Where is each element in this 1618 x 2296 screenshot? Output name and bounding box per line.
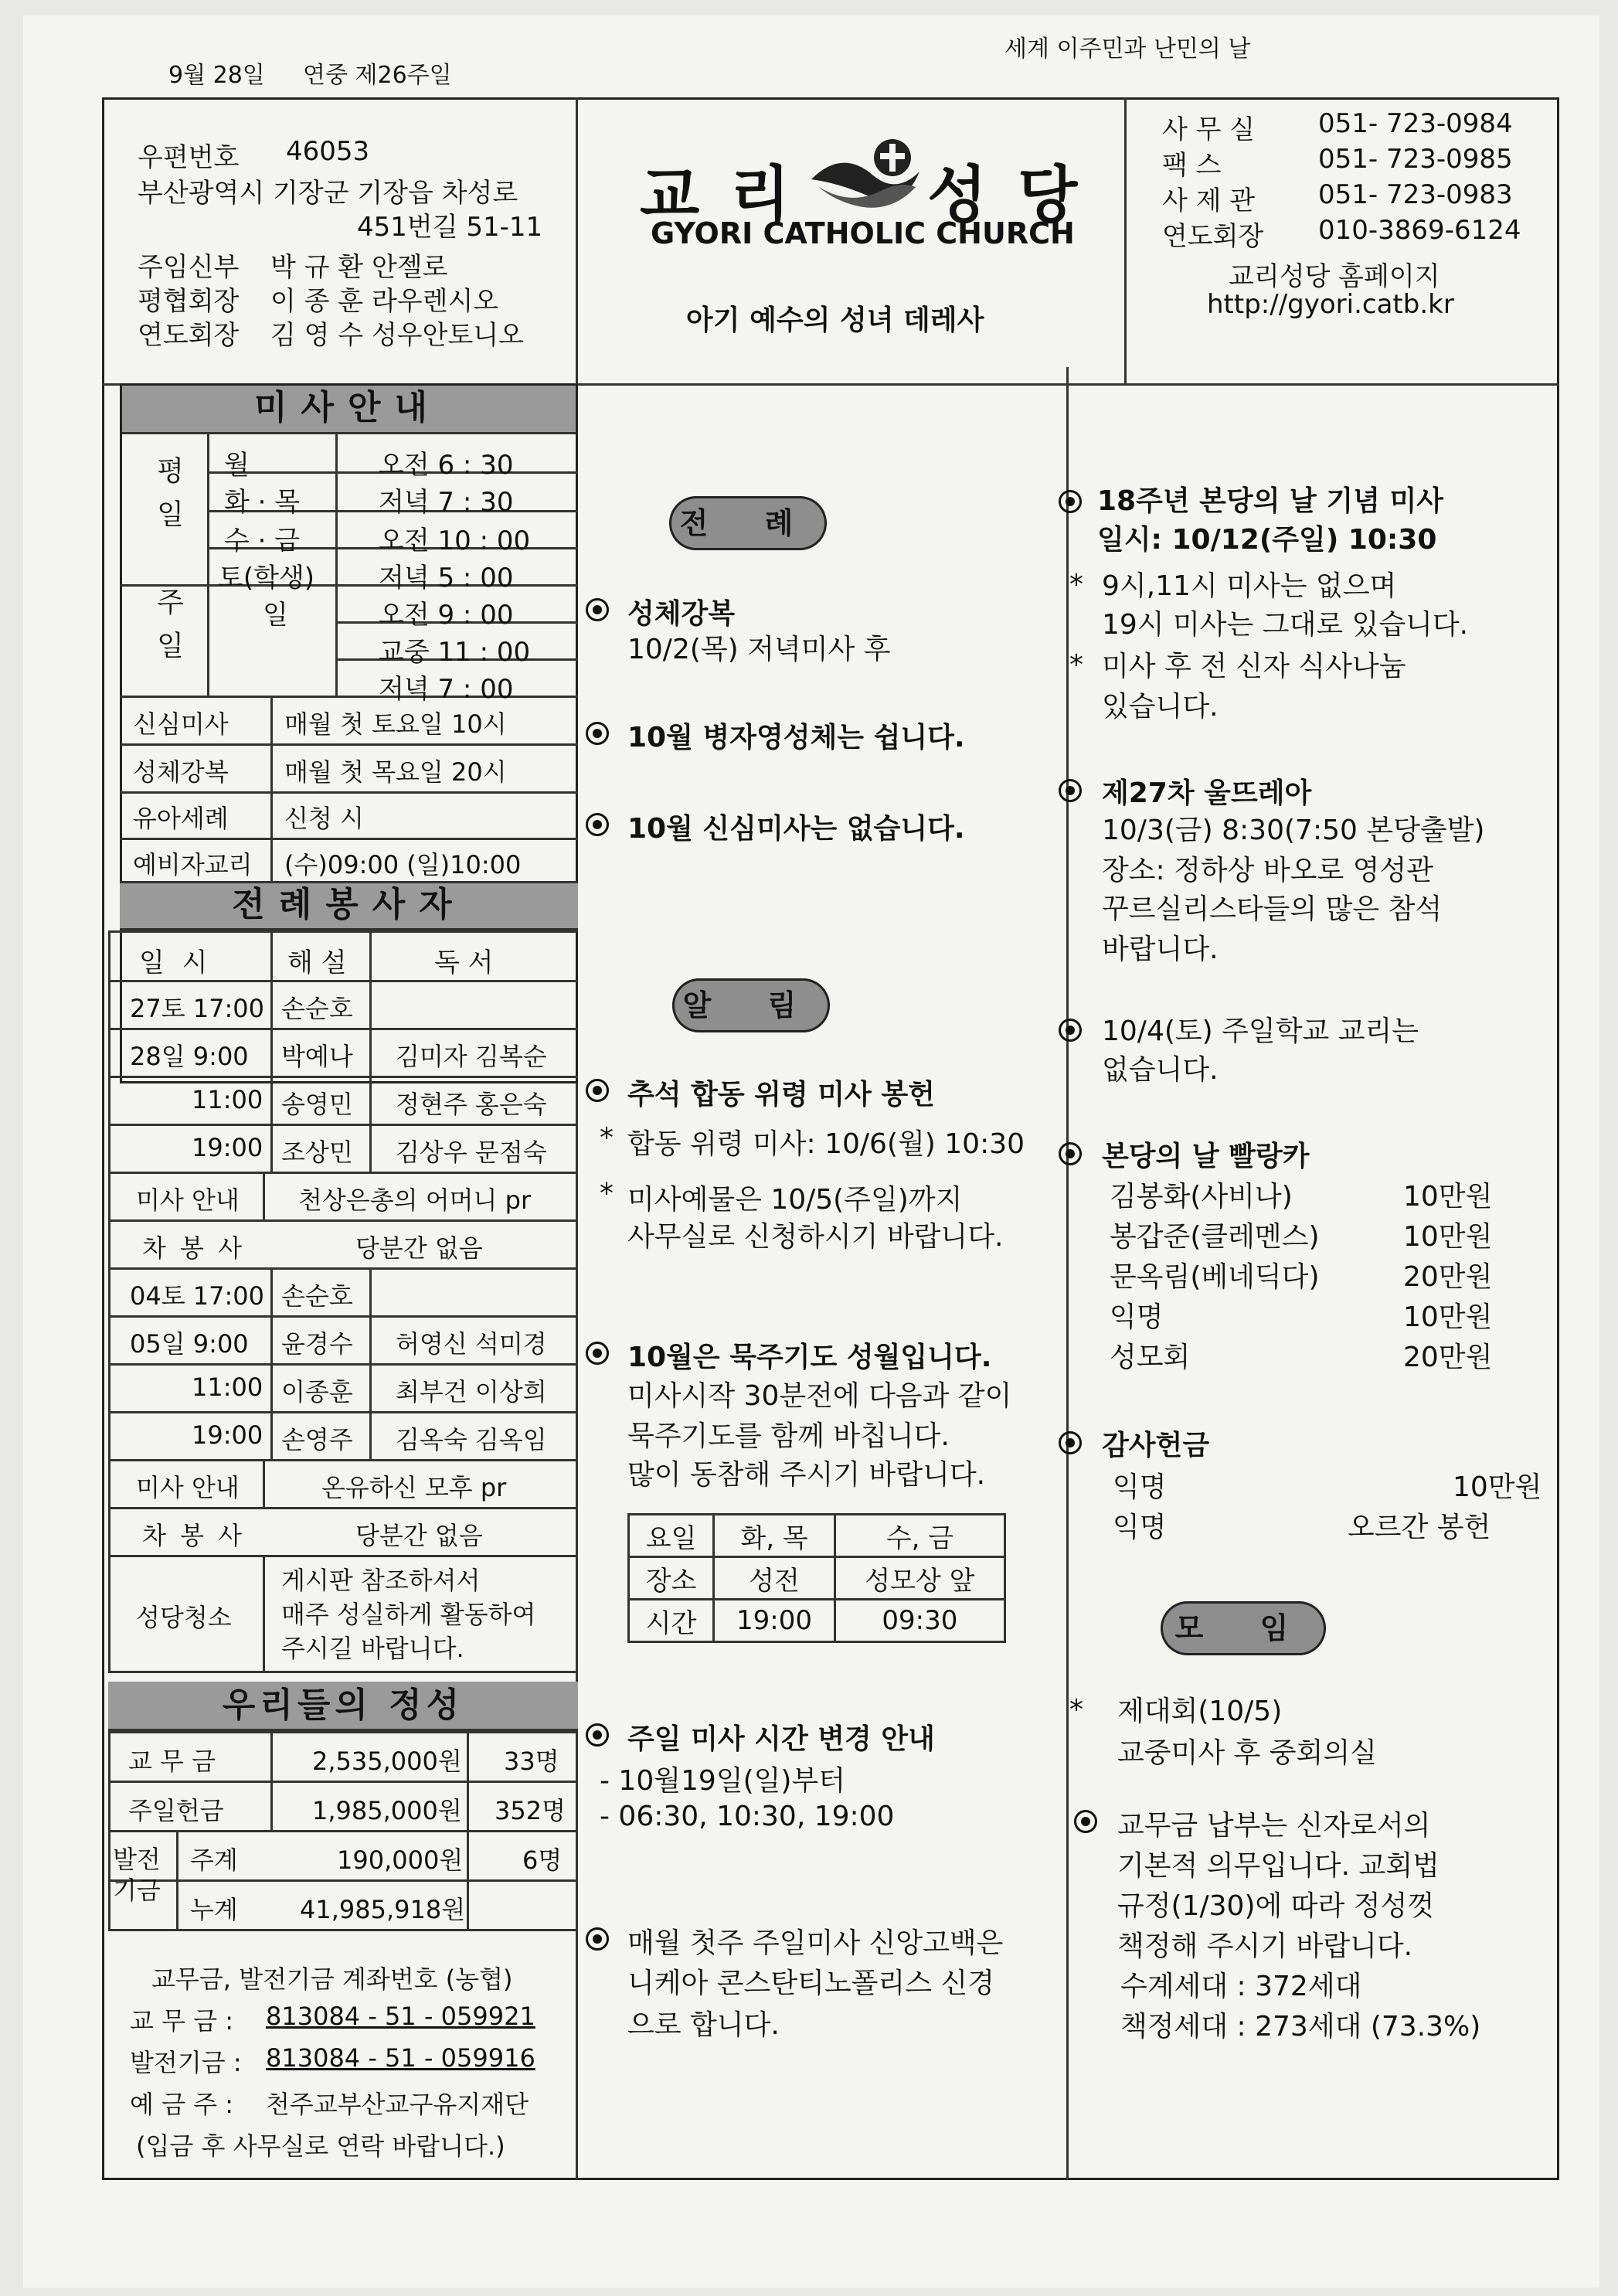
dev-fund-row-label: 주계 <box>190 1845 238 1875</box>
sunday-label: 주일 <box>152 587 184 674</box>
row-line <box>108 1555 578 1557</box>
col-line <box>270 1267 273 1459</box>
bullet-icon <box>1074 1810 1097 1833</box>
extra-label: 신심미사 <box>133 709 229 739</box>
bullet-icon <box>586 1723 609 1747</box>
extra-label: 유아세례 <box>133 804 229 833</box>
cleaning-line3: 주시길 바랍니다. <box>281 1634 464 1663</box>
ultreya-title: 제27차 울뜨레아 <box>1102 777 1312 809</box>
mass-time: 오전 9 : 00 <box>379 600 514 631</box>
anniversary-note4: 있습니다. <box>1102 691 1219 723</box>
church-logo-icon <box>804 133 927 218</box>
thanks-name: 익명 <box>1113 1471 1167 1503</box>
row-line <box>108 1731 578 1733</box>
row-line <box>108 1172 578 1174</box>
rectory-label: 사 제 관 <box>1162 185 1256 216</box>
mass-day: 월 <box>224 450 250 481</box>
palanca-name: 김봉화(사비나) <box>1110 1181 1293 1213</box>
adoration-title: 성체강복 <box>627 598 736 630</box>
kyomu-account-number: 813084 - 51 - 059921 <box>266 2002 535 2031</box>
mass-day: 화 · 목 <box>224 487 301 518</box>
schedule-change-title: 주일 미사 시간 변경 안내 <box>627 1723 935 1755</box>
dev-account-label: 발전기금 : <box>130 2048 242 2077</box>
dev-fund-amount: 41,985,918원 <box>300 1895 466 1924</box>
anniversary-title: 18주년 본당의 날 기념 미사 <box>1097 485 1443 517</box>
palanca-name: 성모회 <box>1110 1342 1191 1373</box>
col-line <box>176 1830 178 1929</box>
server-reading: 김미자 김복순 <box>396 1042 547 1071</box>
address-line1: 부산광역시 기장군 기장읍 차성로 <box>138 178 518 209</box>
extra-value: 신청 시 <box>284 804 364 833</box>
row-line <box>108 1507 578 1509</box>
school-note-line1: 10/4(토) 주일학교 교리는 <box>1102 1015 1419 1047</box>
thanks-amount: 10만원 <box>1453 1471 1542 1503</box>
schedule-change-line2: - 06:30, 10:30, 19:00 <box>600 1801 895 1832</box>
office-label: 사 무 실 <box>1162 114 1256 145</box>
bullet-icon <box>586 813 609 836</box>
mass-time: 오전 6 : 30 <box>379 450 514 481</box>
palanca-name: 문옥림(베네딕다) <box>1110 1261 1320 1293</box>
ultreya-line1: 10/3(금) 8:30(7:50 본당출발) <box>1102 815 1485 846</box>
liturgical-season: 연중 제26주일 <box>303 62 452 89</box>
row-line <box>108 1459 578 1461</box>
bullet-icon <box>586 1079 609 1102</box>
server-when: 28일 9:00 <box>130 1042 249 1071</box>
servers-head-commentary: 해 설 <box>287 947 347 978</box>
bullet-icon <box>1059 779 1082 802</box>
asterisk-icon: * <box>1069 569 1083 600</box>
dues-line3: 규정(1/30)에 따라 정성껏 <box>1117 1890 1435 1922</box>
asterisk-icon: * <box>600 1178 614 1209</box>
dev-fund-count: 6명 <box>522 1845 563 1875</box>
row-line <box>108 1267 578 1270</box>
issue-date: 9월 28일 <box>168 62 265 89</box>
cleaning-line1: 게시판 참조하셔서 <box>281 1566 481 1595</box>
row-line <box>108 1411 578 1413</box>
asterisk-icon: * <box>1069 1694 1083 1726</box>
rosary-cell: 시간 <box>629 1600 714 1642</box>
col-line <box>263 1555 265 1671</box>
yeondo-contact-label: 연도회장 <box>1162 221 1264 252</box>
mid-divider <box>1066 367 1069 2180</box>
col-line <box>263 1172 265 1219</box>
mass-time: 저녁 5 : 00 <box>379 563 514 594</box>
rosary-cell: 수, 금 <box>834 1515 1004 1557</box>
memorial-offering-line2: 사무실로 신청하시기 바랍니다. <box>627 1221 1004 1253</box>
car-service-label: 차 봉 사 <box>142 1521 246 1550</box>
palanca-amount: 10만원 <box>1403 1181 1493 1213</box>
liturgy-pill: 전 례 <box>669 496 827 550</box>
extra-col-divider <box>270 696 273 881</box>
anniversary-note3: 미사 후 전 신자 식사나눔 <box>1102 651 1406 682</box>
palanca-title: 본당의 날 빨랑카 <box>1102 1141 1310 1172</box>
server-reading: 김옥숙 김옥임 <box>396 1425 547 1454</box>
server-commentary: 송영민 <box>281 1090 353 1119</box>
extra-row-line <box>120 791 578 794</box>
meeting-line2: 교중미사 후 중회의실 <box>1117 1737 1377 1769</box>
rosary-cell: 09:30 <box>834 1600 1004 1642</box>
mass-day: 수 · 금 <box>224 526 301 556</box>
yeondo-name: 김 영 수 성우안토니오 <box>270 320 525 351</box>
dev-account-number: 813084 - 51 - 059916 <box>266 2043 535 2073</box>
ultreya-line4: 바랍니다. <box>1102 934 1219 965</box>
mass-day: 토(학생) <box>218 563 315 594</box>
row-line <box>108 1076 578 1078</box>
anniversary-note2: 19시 미사는 그대로 있습니다. <box>1102 609 1469 641</box>
bullet-icon <box>1059 1142 1082 1165</box>
mass-time: 오전 10 : 00 <box>379 526 531 556</box>
extra-row-line <box>120 743 578 746</box>
devotion-mass-note: 10월 신심미사는 없습니다. <box>627 813 965 845</box>
account-holder: 천주교부산교구유지재단 <box>266 2090 529 2119</box>
ultreya-line3: 꾸르실리스타들의 많은 참석 <box>1102 893 1443 925</box>
mass-time: 저녁 7 : 00 <box>379 674 514 705</box>
office-phone: 051- 723-0984 <box>1318 108 1513 139</box>
extra-value: 매월 첫 목요일 20시 <box>284 757 507 787</box>
row-line <box>108 1363 578 1366</box>
server-reading: 정현주 홍은숙 <box>396 1090 547 1119</box>
memorial-mass-time: 합동 위령 미사: 10/6(월) 10:30 <box>627 1128 1025 1160</box>
anniversary-when: 일시: 10/12(주일) 10:30 <box>1097 524 1437 556</box>
server-when: 27토 17:00 <box>130 994 265 1023</box>
server-commentary: 조상민 <box>281 1138 353 1167</box>
dues-line1: 교무금 납부는 신자로서의 <box>1117 1810 1431 1842</box>
car-service: 당분간 없음 <box>355 1521 483 1550</box>
offering-count: 33명 <box>504 1747 559 1776</box>
fax-label: 팩 스 <box>1162 150 1222 181</box>
pastor-name: 박 규 환 안젤로 <box>270 252 448 283</box>
school-note-line2: 없습니다. <box>1102 1054 1219 1086</box>
palanca-name: 봉갑준(클레멘스) <box>1110 1221 1320 1253</box>
adoration-body: 10/2(목) 저녁미사 후 <box>627 634 891 665</box>
row-line <box>108 1671 578 1673</box>
sick-communion-note: 10월 병자영성체는 쉽니다. <box>627 722 965 753</box>
palanca-amount: 20만원 <box>1403 1342 1493 1373</box>
creed-line1: 매월 첫주 주일미사 신앙고백은 <box>627 1927 1004 1959</box>
col-line <box>263 1459 265 1507</box>
yeondo-phone: 010-3869-6124 <box>1318 215 1521 246</box>
thanks-amount: 오르간 봉헌 <box>1348 1512 1491 1543</box>
rosary-cell: 19:00 <box>714 1600 835 1642</box>
logo-name-english: GYORI CATHOLIC CHURCH <box>651 216 1075 250</box>
servers-head-when: 일 시 <box>139 947 212 978</box>
row-line <box>108 1781 578 1783</box>
memorial-offering-line1: 미사예물은 10/5(주일)까지 <box>627 1184 963 1216</box>
extra-value: (수)09:00 (일)10:00 <box>284 850 522 879</box>
col-line <box>108 930 110 1671</box>
row-line <box>108 930 578 933</box>
logo-name-left: 교 리 <box>640 159 795 231</box>
kyomu-account-label: 교 무 금 : <box>130 2006 234 2036</box>
address-line2: 451번길 51-11 <box>357 212 543 243</box>
weekday-label: 평일 <box>152 456 184 543</box>
server-reading: 김상우 문점숙 <box>396 1138 547 1167</box>
server-when: 19:00 <box>192 1133 263 1162</box>
palanca-amount: 10만원 <box>1403 1221 1493 1253</box>
homepage-label: 교리성당 홈페이지 <box>1229 261 1440 292</box>
server-when: 05일 9:00 <box>130 1329 249 1359</box>
extra-row-line <box>120 838 578 840</box>
server-commentary: 박예나 <box>281 1042 353 1071</box>
extra-value: 매월 첫 토요일 10시 <box>284 709 507 739</box>
server-when: 11:00 <box>192 1085 263 1114</box>
dev-fund-amount: 190,000원 <box>337 1845 464 1875</box>
account-title: 교무금, 발전기금 계좌번호 (농협) <box>151 1964 513 1994</box>
offering-label: 주일헌금 <box>128 1796 224 1825</box>
rosary-cell: 성모상 앞 <box>834 1557 1004 1600</box>
asterisk-icon: * <box>600 1122 614 1154</box>
pastor-label: 주임신부 <box>138 252 240 283</box>
anniversary-note1: 9시,11시 미사는 없으며 <box>1102 570 1397 602</box>
rosary-line3: 많이 동참해 주시기 바랍니다. <box>627 1459 986 1491</box>
server-when: 04토 17:00 <box>130 1281 265 1311</box>
palanca-name: 익명 <box>1110 1301 1164 1333</box>
rosary-month-title: 10월은 묵주기도 성월입니다. <box>627 1342 992 1373</box>
church-patron: 아기 예수의 성녀 데레사 <box>686 304 984 336</box>
car-service: 당분간 없음 <box>355 1233 483 1263</box>
palanca-amount: 20만원 <box>1403 1261 1493 1293</box>
rosary-cell: 성전 <box>714 1557 835 1600</box>
dues-households: 수계세대 : 372세대 <box>1120 1971 1362 2002</box>
server-commentary: 손순호 <box>281 1281 353 1311</box>
mass-guide-title: 미사안내 <box>120 383 576 434</box>
creed-line3: 으로 합니다. <box>627 2009 780 2041</box>
offering-amount: 1,985,000원 <box>312 1796 462 1825</box>
mass-intent: 천상은총의 어머니 pr <box>298 1185 532 1215</box>
meeting-pill: 모 임 <box>1161 1601 1326 1655</box>
memorial-mass-title: 추석 합동 위령 미사 봉헌 <box>627 1079 935 1111</box>
dev-fund-label: 발전기금 <box>113 1845 161 1905</box>
offering-title: 우리들의 정성 <box>108 1682 578 1731</box>
mass-intent-label: 미사 안내 <box>136 1473 240 1502</box>
mass-intent: 온유하신 모후 pr <box>321 1473 507 1502</box>
council-name: 이 종 훈 라우렌시오 <box>270 286 499 317</box>
server-commentary: 손영주 <box>281 1425 353 1454</box>
servers-top-line <box>120 881 578 883</box>
homepage-link[interactable]: http://gyori.catb.kr <box>1207 289 1454 320</box>
row-line <box>108 1219 578 1222</box>
deposit-note: (입금 후 사무실로 연락 바랍니다.) <box>136 2131 505 2161</box>
asterisk-icon: * <box>1069 649 1083 681</box>
server-commentary: 손순호 <box>281 994 353 1023</box>
col-line <box>369 930 372 1172</box>
dev-fund-row-label: 누계 <box>190 1895 238 1924</box>
servers-head-reading: 독 서 <box>434 947 494 978</box>
dues-line2: 기본적 의무입니다. 교회법 <box>1117 1850 1440 1882</box>
notice-pill: 알 림 <box>672 978 830 1032</box>
rosary-table <box>627 1513 1006 1643</box>
offering-count: 352명 <box>495 1796 566 1825</box>
col-line <box>270 1731 273 1830</box>
rosary-line2: 묵주기도를 함께 바칩니다. <box>627 1420 950 1452</box>
palanca-amount: 10만원 <box>1403 1301 1493 1333</box>
rectory-phone: 051- 723-0983 <box>1318 179 1513 210</box>
postcode: 46053 <box>286 136 370 167</box>
col-line <box>467 1731 469 1929</box>
col-line <box>369 1267 372 1459</box>
bullet-icon <box>586 1342 609 1365</box>
bullet-icon <box>586 722 609 745</box>
mass-time: 저녁 7 : 30 <box>379 487 514 518</box>
schedule-change-line1: - 10월19일(일)부터 <box>600 1765 846 1797</box>
thanks-offering-title: 감사헌금 <box>1102 1430 1210 1461</box>
server-when: 11:00 <box>192 1372 263 1402</box>
row-line <box>108 1315 578 1318</box>
rosary-line1: 미사시작 30분전에 다음과 같이 <box>627 1380 1012 1412</box>
bullet-icon <box>1059 1431 1082 1454</box>
server-reading: 허영신 석미경 <box>396 1329 547 1359</box>
council-label: 평협회장 <box>138 286 240 317</box>
holder-label: 예 금 주 : <box>130 2090 234 2119</box>
server-commentary: 윤경수 <box>281 1329 353 1359</box>
row-line <box>108 1879 578 1882</box>
postcode-label: 우편번호 <box>138 142 240 173</box>
offering-amount: 2,535,000원 <box>312 1747 462 1776</box>
servers-title: 전례봉사자 <box>120 881 578 930</box>
yeondo-label: 연도회장 <box>138 320 240 351</box>
header-divider <box>1124 97 1127 383</box>
row-line <box>108 1830 578 1832</box>
server-when: 19:00 <box>192 1420 263 1450</box>
meeting-line1: 제대회(10/5) <box>1117 1696 1283 1727</box>
col-line <box>270 930 273 1172</box>
rosary-cell: 요일 <box>629 1515 714 1557</box>
col-line <box>108 1731 110 1929</box>
dues-pledged: 책정세대 : 273세대 (73.3%) <box>1120 2011 1481 2043</box>
server-commentary: 이종훈 <box>281 1377 353 1407</box>
rosary-cell: 장소 <box>629 1557 714 1600</box>
theme-day: 세계 이주민과 난민의 날 <box>1004 36 1251 63</box>
dues-line4: 책정해 주시기 바랍니다. <box>1117 1930 1413 1962</box>
extra-label: 성체강복 <box>133 757 229 787</box>
row-line <box>108 1124 578 1126</box>
cleaning-line2: 매주 성실하게 활동하여 <box>281 1600 536 1629</box>
bullet-icon <box>1059 490 1082 513</box>
row-line <box>108 1028 578 1030</box>
bullet-icon <box>1059 1019 1082 1042</box>
rosary-cell: 화, 목 <box>714 1515 835 1557</box>
offering-label: 교 무 금 <box>128 1747 216 1776</box>
bullet-icon <box>586 1927 609 1951</box>
car-service-label: 차 봉 사 <box>142 1233 246 1263</box>
thanks-name: 익명 <box>1113 1512 1167 1543</box>
row-line <box>108 1929 578 1931</box>
bullet-icon <box>586 598 609 621</box>
mass-intent-label: 미사 안내 <box>136 1185 240 1215</box>
fax-number: 051- 723-0985 <box>1318 144 1513 175</box>
row-line <box>108 980 578 982</box>
logo-name-right: 성 당 <box>927 159 1083 231</box>
cleaning-label: 성당청소 <box>136 1603 232 1632</box>
server-reading: 최부건 이상희 <box>396 1377 547 1407</box>
creed-line2: 니케아 콘스탄티노폴리스 신경 <box>627 1968 994 1999</box>
mass-time: 교중 11 : 00 <box>379 637 531 668</box>
extra-label: 예비자교리 <box>133 850 253 879</box>
ultreya-line2: 장소: 정하상 바오로 영성관 <box>1102 855 1433 886</box>
mass-day: 일 <box>263 600 288 631</box>
